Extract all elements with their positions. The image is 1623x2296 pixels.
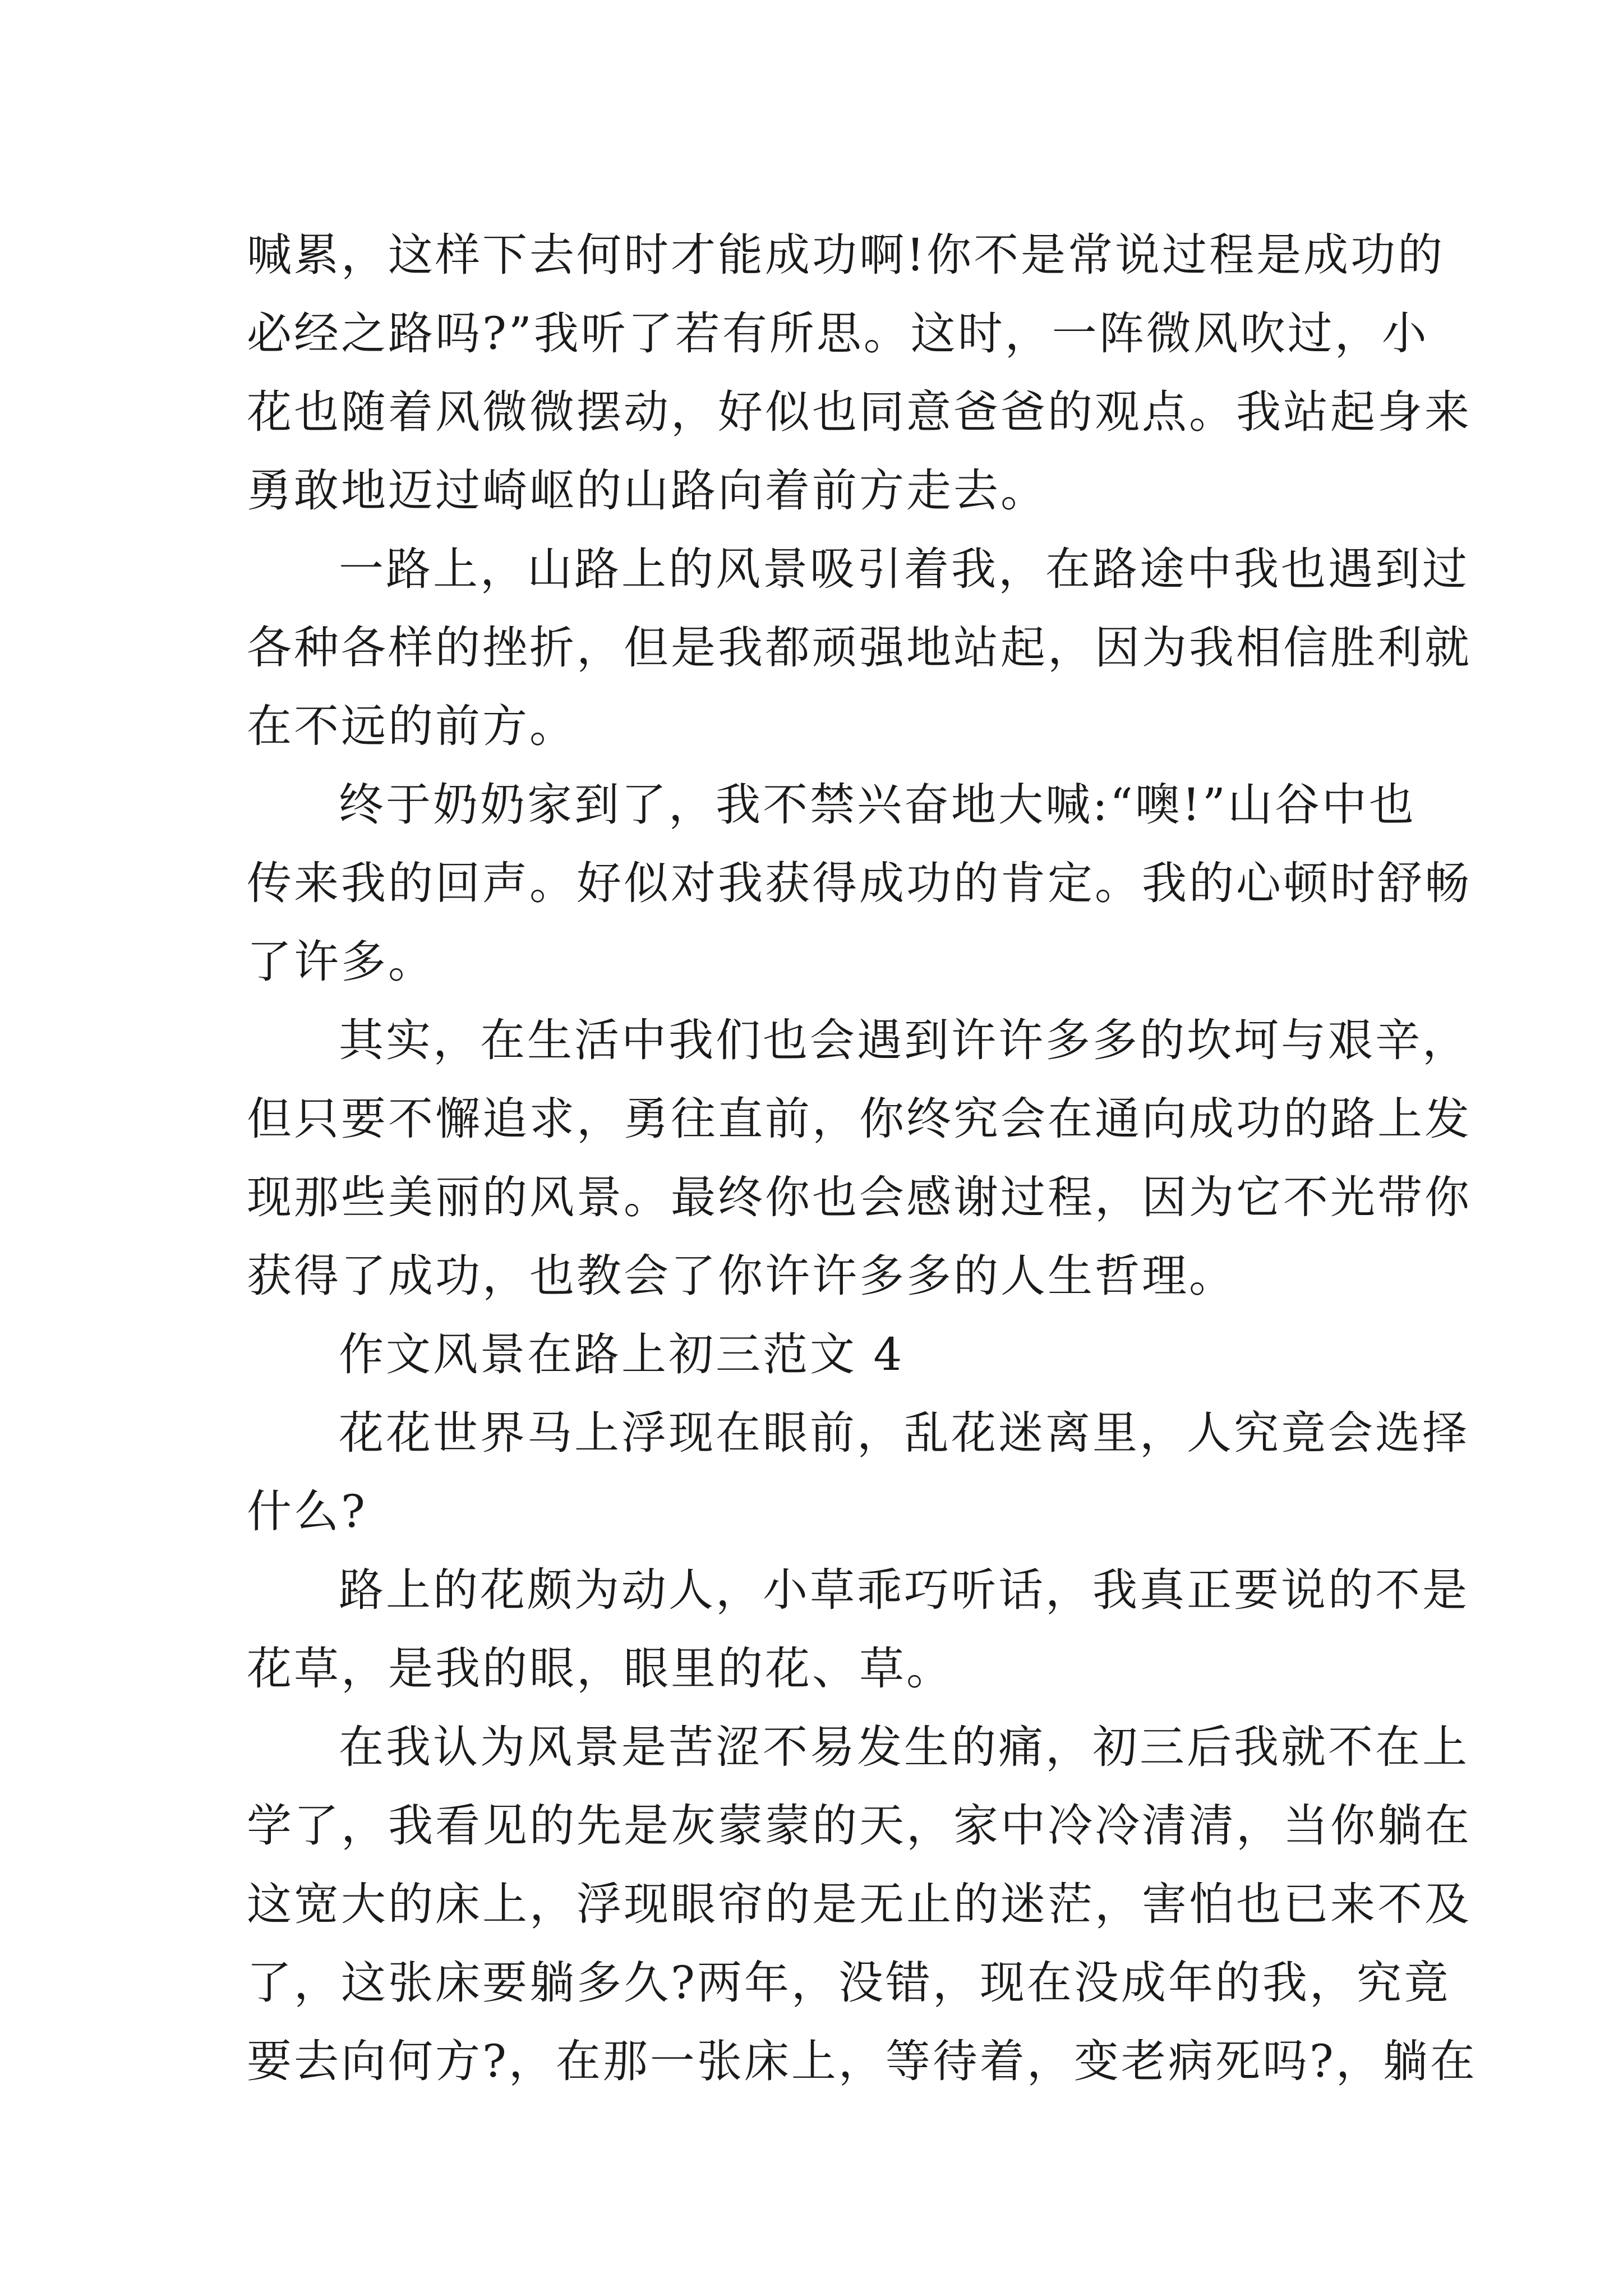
text-line: 了许多。 (247, 936, 435, 988)
text-line: 终于奶奶家到了，我不禁兴奋地大喊:“噢!”山谷中也 (339, 779, 1416, 831)
text-line: 获得了成功，也教会了你许许多多的人生哲理。 (247, 1250, 1236, 1302)
text-line: 在我认为风景是苦涩不易发生的痛，初三后我就不在上 (339, 1721, 1469, 1773)
text-line: 了，这张床要躺多久?两年，没错，现在没成年的我，究竟 (247, 1957, 1451, 2009)
text-line: 传来我的回声。好似对我获得成功的肯定。我的心顿时舒畅 (247, 857, 1472, 909)
text-line: 勇敢地迈过崎岖的山路向着前方走去。 (247, 464, 1048, 517)
section-heading: 作文风景在路上初三范文 4 (339, 1328, 905, 1381)
text-line: 各种各样的挫折，但是我都顽强地站起，因为我相信胜利就 (247, 622, 1472, 674)
text-line: 但只要不懈追求，勇往直前，你终究会在通向成功的路上发 (247, 1093, 1472, 1145)
text-line: 什么? (247, 1485, 367, 1538)
text-line: 要去向何方?，在那一张床上，等待着，变老病死吗?，躺在 (247, 2035, 1477, 2087)
text-line: 这宽大的床上，浮现眼帘的是无止的迷茫，害怕也已来不及 (247, 1878, 1472, 1930)
text-line: 学了，我看见的先是灰蒙蒙的天，家中冷冷清清，当你躺在 (247, 1800, 1472, 1852)
text-line: 一路上，山路上的风景吸引着我，在路途中我也遇到过 (339, 543, 1469, 595)
text-line: 喊累，这样下去何时才能成功啊!你不是常说过程是成功的 (247, 229, 1445, 281)
text-line: 花也随着风微微摆动，好似也同意爸爸的观点。我站起身来 (247, 386, 1472, 438)
text-line: 现那些美丽的风景。最终你也会感谢过程，因为它不光带你 (247, 1171, 1472, 1223)
text-line: 必经之路吗?”我听了若有所思。这时，一阵微风吹过，小 (247, 307, 1429, 360)
text-line: 花花世界马上浮现在眼前，乱花迷离里，人究竟会选择 (339, 1407, 1469, 1459)
document-body (247, 216, 1477, 2101)
text-line: 在不远的前方。 (247, 700, 577, 752)
text-line: 路上的花颇为动人，小草乖巧听话，我真正要说的不是 (339, 1564, 1469, 1616)
text-line: 其实，在生活中我们也会遇到许许多多的坎坷与艰辛， (339, 1014, 1469, 1066)
text-line: 花草，是我的眼，眼里的花、草。 (247, 1642, 953, 1695)
